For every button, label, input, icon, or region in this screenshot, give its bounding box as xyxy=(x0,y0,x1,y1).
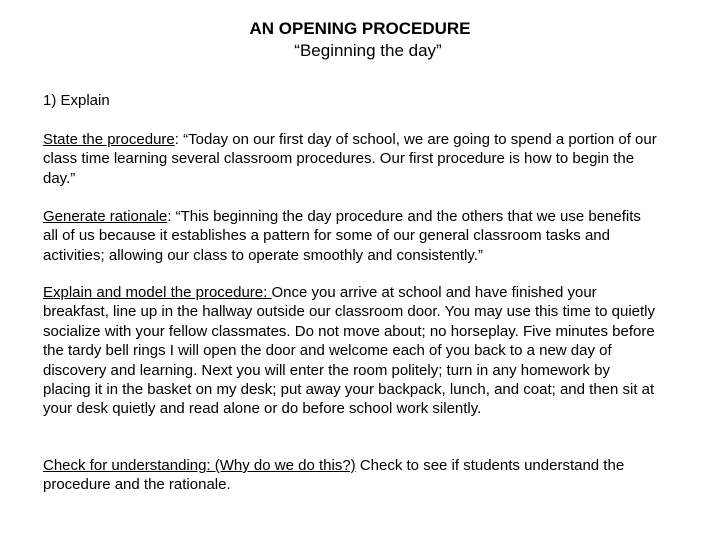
step-heading: 1) Explain xyxy=(43,92,110,109)
section-text: Once you arrive at school and have finished your breakfast, line up in the hallway outside our classroom door. You may use this time to quietly socialize with your fellow classmates. Do not move about; no horseplay. Five minutes before the tardy bell rings I will open the door and welcome each of you back to a new day of discovery and learning. Next you will enter the room politely; turn in any homework by placing it in the basket on my desk; put away your backpack, lunch, and coat; and then sit at your desk quietly and read alone or do before school work silently. xyxy=(43,284,656,418)
section-state-procedure xyxy=(43,130,658,188)
section-text: “Today on our first day of school, we are going to spend a portion of our class time learning several classroom procedures. Our first procedure is how to begin the day.” xyxy=(43,131,657,187)
section-separator: : xyxy=(167,208,176,225)
section-separator: : xyxy=(174,131,184,148)
section-label: Check for understanding: (Why do we do this?) xyxy=(43,457,356,474)
title-text: AN OPENING PROCEDURE xyxy=(249,19,471,38)
section-generate-rationale xyxy=(43,207,658,265)
section-explain-model xyxy=(43,283,658,419)
section-label: Explain and model the procedure: xyxy=(43,284,272,301)
section-check-understanding xyxy=(43,456,658,495)
document-title xyxy=(0,19,720,39)
section-label: State the procedure xyxy=(43,131,175,148)
section-text: “This beginning the day procedure and the others that we use benefits all of us because it establishes a pattern for some of our general classroom tasks and activities; allowing our class to operate smoothly and consistently.” xyxy=(43,208,641,264)
section-text: Check to see if students understand the procedure and the rationale. xyxy=(43,457,625,494)
document-subtitle: “Beginning the day” xyxy=(294,41,442,60)
section-label: Generate rationale xyxy=(43,208,168,225)
